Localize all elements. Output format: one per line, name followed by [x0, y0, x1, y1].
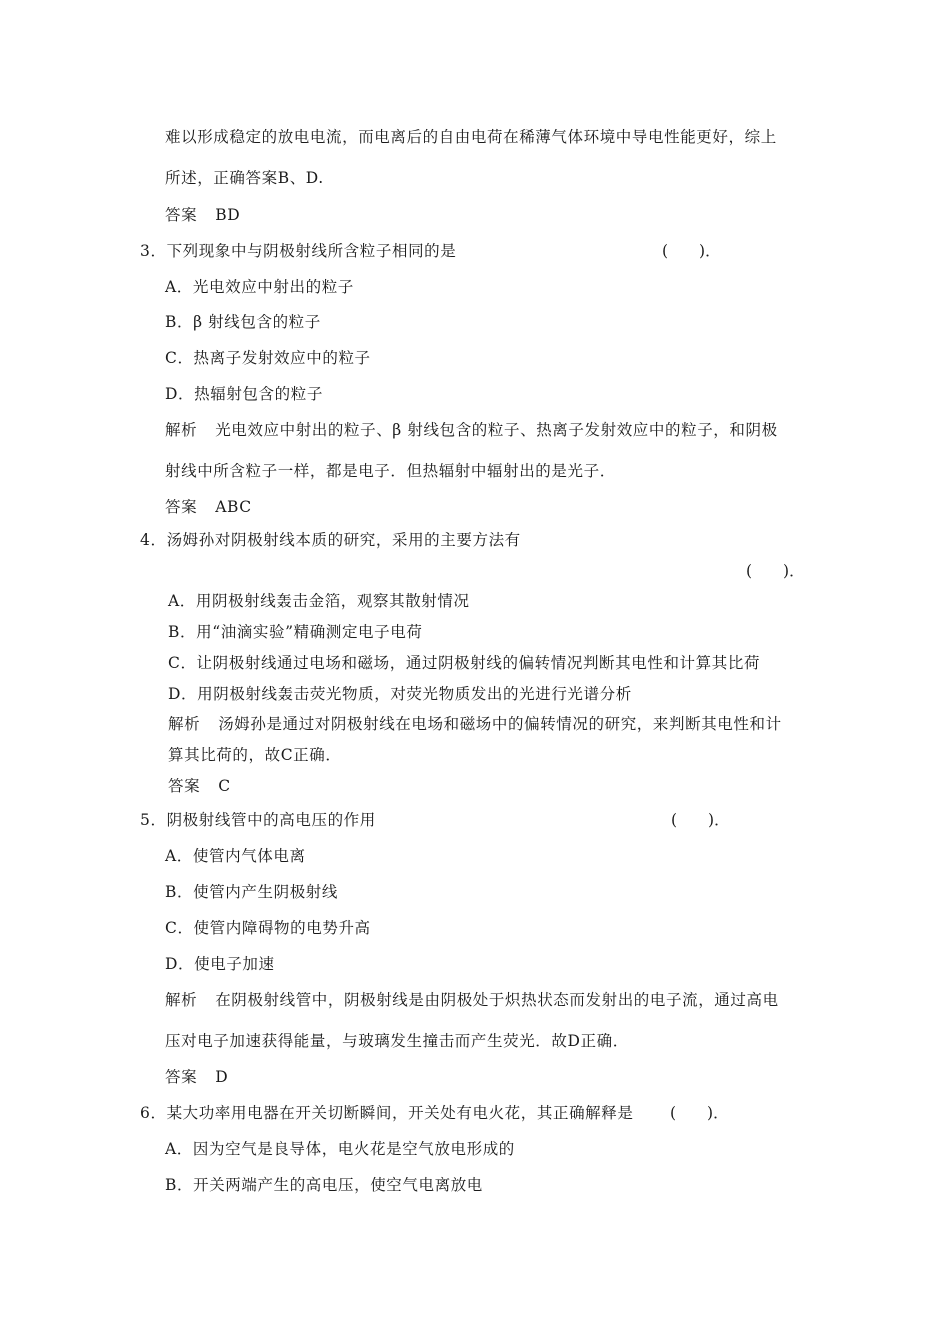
analysis-label: 解析	[165, 991, 198, 1009]
intro-analysis-line-1: 难以形成稳定的放电电流，而电离后的自由电荷在稀薄气体环境中导电性能更好，综上	[165, 128, 777, 146]
answer-value: D	[215, 1068, 229, 1086]
analysis-text: 汤姆孙是通过对阴极射线在电场和磁场中的偏转情况的研究，来判断其电性和计	[218, 715, 782, 733]
question-6-bracket: ( )．	[670, 1104, 729, 1122]
question-number: 6．	[140, 1104, 167, 1122]
question-4-stem	[140, 530, 521, 550]
question-text: 下列现象中与阴极射线所含粒子相同的是	[166, 242, 457, 260]
intro-analysis-line-2: 所述，正确答案B、D.	[165, 169, 324, 187]
question-3-bracket: ( )．	[662, 242, 721, 260]
question-5-option-a: A．使管内气体电离	[165, 847, 306, 865]
answer-label: 答案	[165, 498, 198, 516]
question-5-option-d: D．使电子加速	[165, 955, 275, 973]
question-3-answer	[165, 497, 252, 517]
question-6-option-a: A．因为空气是良导体，电火花是空气放电形成的	[165, 1140, 515, 1158]
intro-answer	[165, 205, 240, 225]
question-5-analysis-line-1	[165, 990, 779, 1010]
analysis-text: 在阴极射线管中，阴极射线是由阴极处于炽热状态而发射出的电子流，通过高电	[215, 991, 779, 1009]
question-6-stem	[140, 1103, 633, 1123]
answer-value: ABC	[215, 498, 252, 516]
question-5-option-c: C．使管内障碍物的电势升高	[165, 919, 371, 937]
question-3-analysis-line-2: 射线中所含粒子一样，都是电子．但热辐射中辐射出的是光子．	[165, 462, 616, 480]
question-4-analysis-line-1	[168, 714, 782, 734]
question-4-option-b: B．用“油滴实验”精确测定电子电荷	[168, 623, 423, 641]
answer-label: 答案	[165, 206, 198, 224]
analysis-text: 光电效应中射出的粒子、β 射线包含的粒子、热离子发射效应中的粒子，和阴极	[215, 421, 778, 439]
question-5-bracket: ( )．	[671, 811, 730, 829]
question-5-option-b: B．使管内产生阴极射线	[165, 883, 338, 901]
question-text: 某大功率用电器在开关切断瞬间，开关处有电火花，其正确解释是	[166, 1104, 634, 1122]
analysis-label: 解析	[165, 421, 198, 439]
question-5-analysis-line-2: 压对电子加速获得能量，与玻璃发生撞击而产生荧光．故D正确．	[165, 1032, 629, 1050]
question-3-option-c: C．热离子发射效应中的粒子	[165, 349, 371, 367]
question-text: 汤姆孙对阴极射线本质的研究，采用的主要方法有	[166, 531, 521, 549]
question-3-analysis-line-1	[165, 420, 778, 440]
question-4-option-c: C．让阴极射线通过电场和磁场，通过阴极射线的偏转情况判断其电性和计算其比荷	[168, 654, 761, 672]
question-5-answer	[165, 1067, 228, 1087]
question-3-option-d: D．热辐射包含的粒子	[165, 385, 323, 403]
answer-value: BD	[215, 206, 241, 224]
question-4-answer	[168, 776, 231, 796]
question-number: 3．	[140, 242, 167, 260]
answer-value: C	[218, 777, 231, 795]
question-4-analysis-line-2: 算其比荷的，故C正确．	[168, 746, 342, 764]
answer-label: 答案	[168, 777, 201, 795]
question-4-bracket: ( )．	[746, 562, 805, 580]
question-5-stem	[140, 810, 376, 830]
question-3-option-a: A．光电效应中射出的粒子	[165, 278, 354, 296]
question-6-option-b: B．开关两端产生的高电压，使空气电离放电	[165, 1176, 483, 1194]
question-text: 阴极射线管中的高电压的作用	[166, 811, 376, 829]
question-number: 4．	[140, 531, 167, 549]
question-4-option-a: A．用阴极射线轰击金箔，观察其散射情况	[168, 592, 470, 610]
question-3-stem	[140, 241, 456, 261]
question-number: 5．	[140, 811, 167, 829]
analysis-label: 解析	[168, 715, 201, 733]
question-4-option-d: D．用阴极射线轰击荧光物质，对荧光物质发出的光进行光谱分析	[168, 685, 632, 703]
answer-label: 答案	[165, 1068, 198, 1086]
question-3-option-b: B．β 射线包含的粒子	[165, 313, 321, 331]
